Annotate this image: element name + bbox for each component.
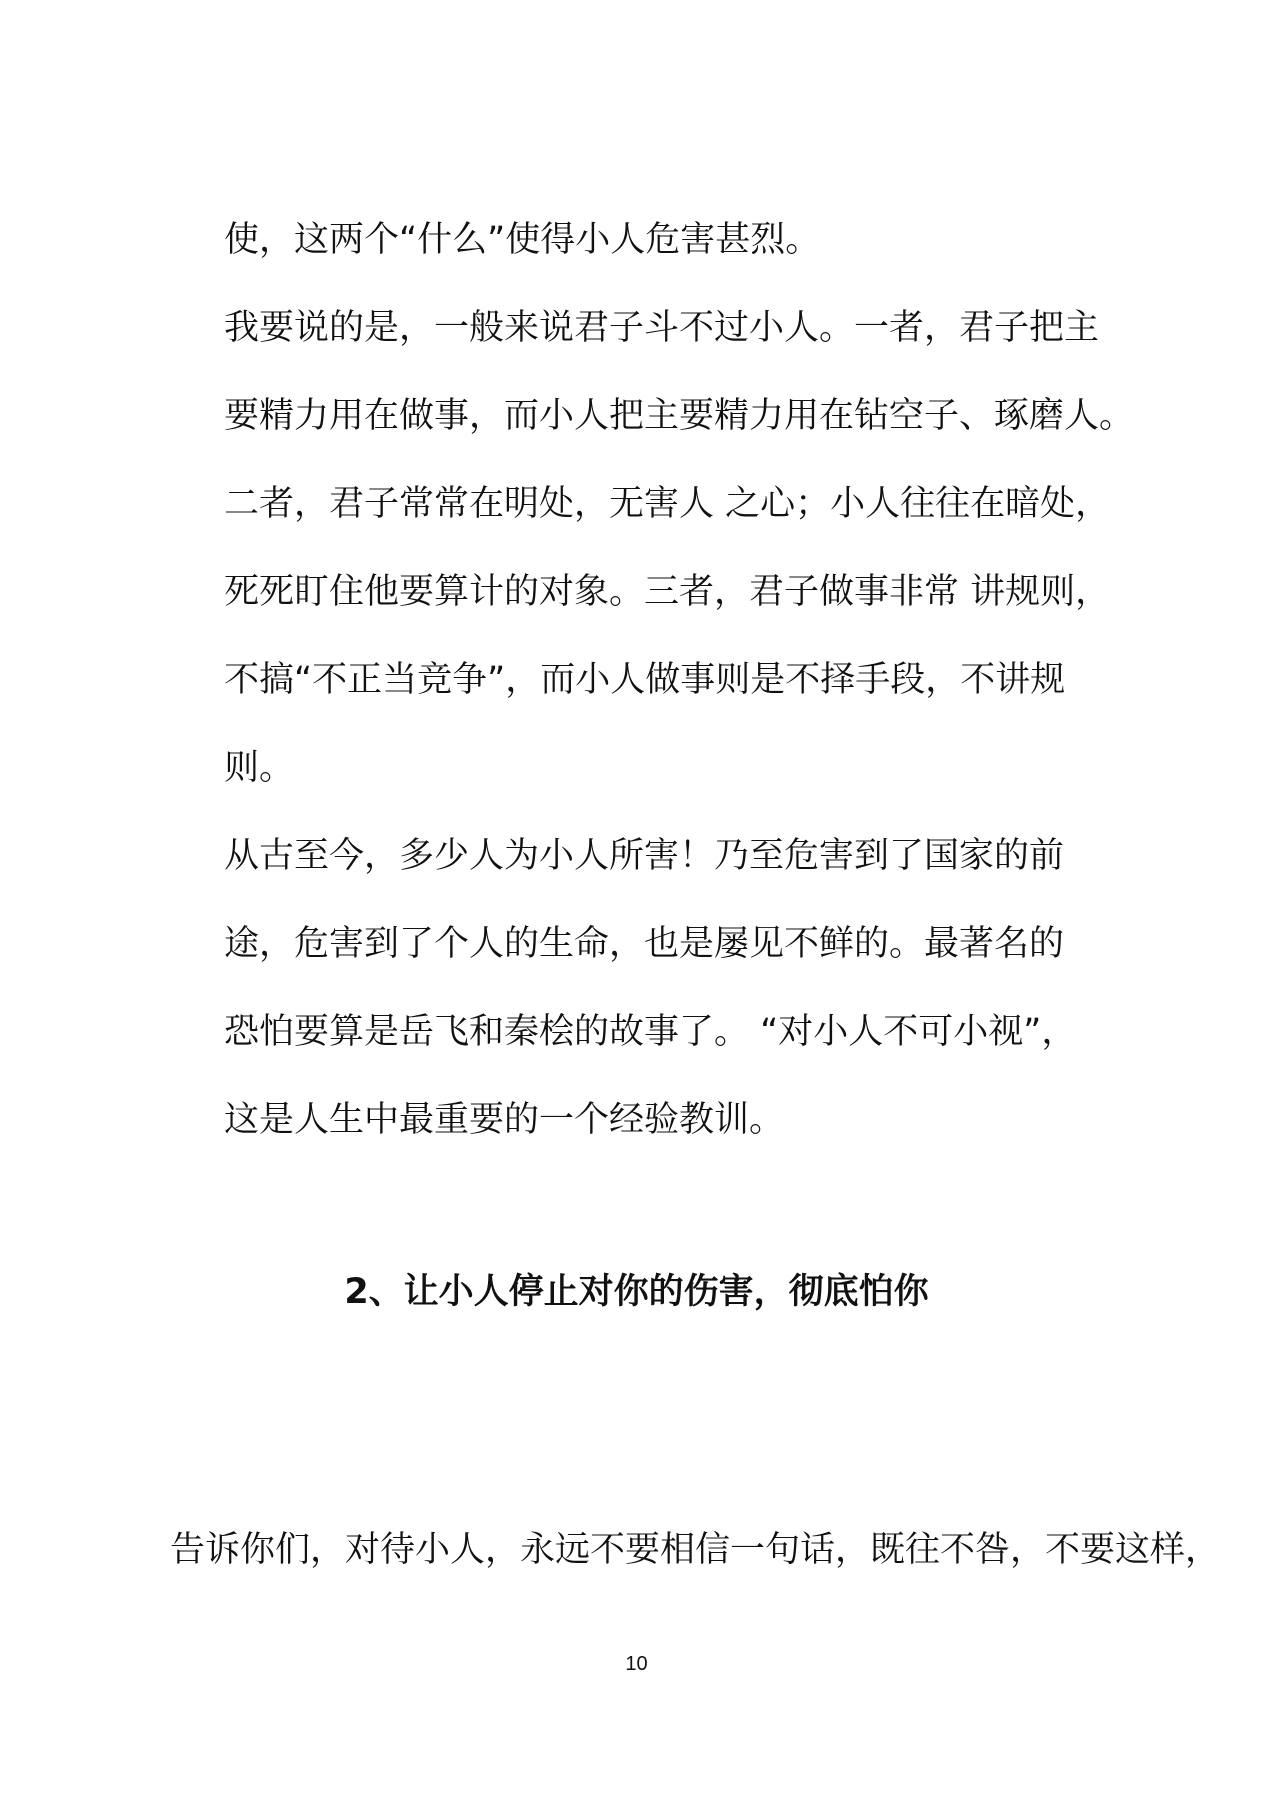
paragraph-3-line-2: 途，危害到了个人的生命，也是屡见不鲜的。最著名的 [224, 924, 1065, 964]
next-paragraph-line-1: 告诉你们，对待小人，永远不要相信一句话，既往不咎，不要这样， [170, 1530, 1221, 1570]
paragraph-3-line-4: 这是人生中最重要的一个经验教训。 [224, 1100, 785, 1140]
paragraph-2-line-3: 二者，君子常常在明处，无害人 之心；小人往往在暗处， [224, 484, 1111, 524]
paragraph-1-line-1: 使，这两个“什么”使得小人危害甚烈。 [224, 220, 821, 260]
paragraph-2-line-5: 不搞“不正当竞争”，而小人做事则是不择手段，不讲规 [224, 660, 1066, 700]
page-number: 10 [625, 1653, 648, 1675]
paragraph-3-line-3: 恐怕要算是岳飞和秦桧的故事了。 “对小人不可小视”， [224, 1012, 1077, 1052]
paragraph-2-line-6: 则。 [224, 748, 295, 788]
section-heading: 2、让小人停止对你的伤害，彻底怕你 [344, 1272, 929, 1312]
paragraph-2-line-2: 要精力用在做事，而小人把主要精力用在钻空子、琢磨人。 [224, 396, 1135, 436]
paragraph-2-line-1: 我要说的是，一般来说君子斗不过小人。一者，君子把主 [224, 308, 1100, 348]
paragraph-3-line-1: 从古至今，多少人为小人所害！乃至危害到了国家的前 [224, 836, 1065, 876]
paragraph-2-line-4: 死死盯住他要算计的对象。三者，君子做事非常 讲规则， [224, 572, 1111, 612]
